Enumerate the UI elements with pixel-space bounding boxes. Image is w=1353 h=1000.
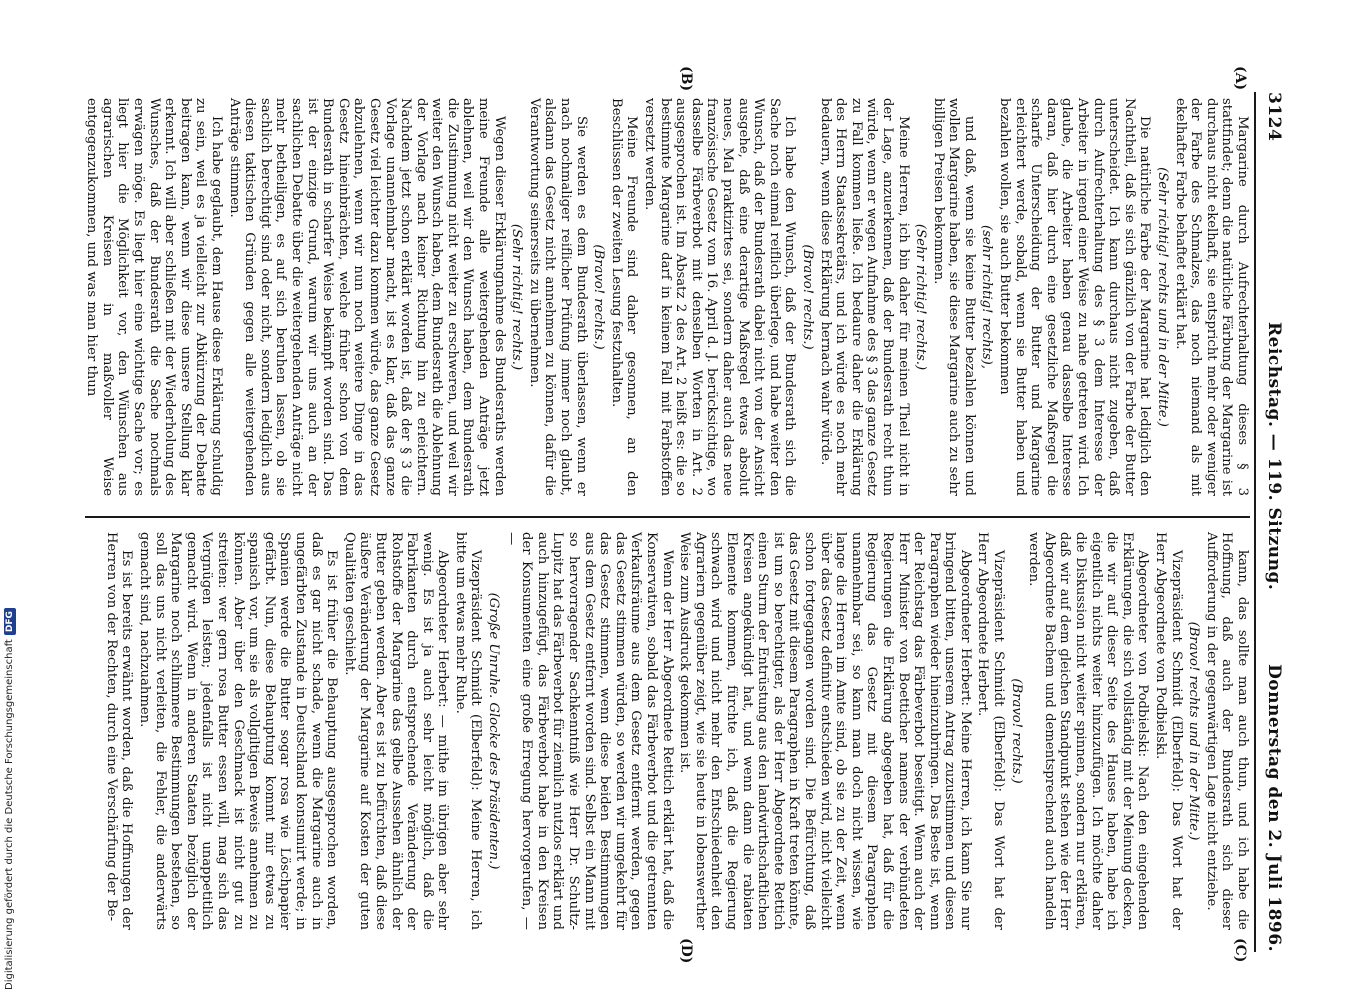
paragraph: Es ist früher die Behauptung ausgesprochen worden, daß es gar nicht schade, wenn die Margarine auch in ungefärbten Zustande in Deutschland konsumirt werde; in Spanien werde die Butter sogar rosa wie Löschpapier gefärbt. Nun, diese Behauptung kommt mir etwas zu spanisch vor, um sie als vollgiltigen Beweis annehmen zu können. Aber über den Geschmack ist nicht gut zu streiten: wer gern rosa Butter essen will, mag sich das Vergnügen leisten; jedenfalls ist nicht unappetitlich gemacht wird. Wenn in anderen Staaten bezüglich der Margarine noch schlimmere Bestimmungen bestehen, so soll das uns nicht verleiten, die Fehler, die anderwärts gemacht sind, nachzuahmen. <box>137 532 340 930</box>
digitization-credit <box>4 0 16 990</box>
interjection: (Bravo! rechts.) <box>1008 678 1024 784</box>
speaker-paragraph: Abgeordneter Herbert: — mithe im übrigen aber sehr wenig. Es ist ja auch sehr leicht möglich, daß die Fabrikanten durch entsprechende Veränderung der Rohstoffe der Margarine das gelbe Aussehen ähnlich der Butter geben werden. Aber es ist zu befürchten, daß diese äußere Veränderung der Margarine auf Kosten der guten Qualitäten geschieht. <box>341 532 451 930</box>
paragraph: Ich habe geglaubt, dem Hause diese Erklärung schuldig zu sein, weil es ja vielleicht zur Abkürzung der Debatte beitragen kann, wenn wir diese unsere Stellung klar erkennt. Ich will aber schließen mit der Wiederholung des Wunsches, daß der Bundesrath die Sache nochmals erwägen möge. Es liegt hier eine wichtige Sache vor; es liegt hier die Möglichkeit vor, den Wünschen aus agrarischen Kreisen in maßvoller Weise entgegenzukommen, und was man hier thun <box>84 98 224 496</box>
paragraph: Wenn der Herr Abgeordnete Rettich erklärt hat, daß die Konservativen, sobald das Färbeverbot und die getrennten Verkaufsräume aus dem Gesetz entfernt werden, gegen das Gesetz stimmen würden, so werden wir umgekehrt für das Gesetz stimmen, wenn diese beiden Bestimmungen aus dem Gesetz entfernt worden sind. Selbst ein Mann mit so hervorragender Sachkenntniß wie Herr Dr. Schultz-Lupitz hat das Färbeverbot für ziemlich nutzlos erklärt und auch hinzugefügt, das Färbeverbot habe in den Kreisen der Konsumenten eine große Erregung hervorgerufen, — — <box>503 532 675 930</box>
session-date: Donnerstag den 2. Juli 1896. <box>1264 664 1284 952</box>
paragraph: Margarine durch Aufrechterhaltung dieses § 3 stattfindet; denn die natürliche Färbung der Margarine ist durchaus nicht ekelhaft, sie entspricht mehr oder weniger der Farbe des Schmalzes, das noch niemand als mit ekelhafter Farbe behaftet erklärt hat. <box>1172 98 1250 496</box>
paragraph: Die natürliche Farbe der Margarine hat lediglich den Nachtheil, daß sie sich gänzlich von der Farbe der Butter unterscheidet. Ich kann durchaus nicht zugeben, daß durch Aufrechterhaltung des § 3 dem Interesse der Arbeiter in irgend einer Weise zu nahe getreten wird. Ich glaube, die Arbeiter haben genau dasselbe Interesse daran, daß hier durch eine gesetzliche Maßregel die scharfe Unterscheidung der Butter und Margarine erleichtert werde, sobald, wenn sie Butter haben und bezahlen wollen, sie auch Butter bekommen <box>997 98 1153 496</box>
dfg-logo-icon: DFG <box>4 608 16 635</box>
margin-letter-a: (A) <box>1232 66 1248 91</box>
paragraph: Meine Herren, ich bin daher für meinen Theil nicht in der Lage, anzuerkennen, daß der Bundesrath recht thun würde, wenn er wegen Aufnahme des § 3 das ganze Gesetz zu Fall kommen ließe. Ich bedaure daher die Erklärung des Herrn Staatssekretärs, und ich würde es noch mehr bedauern, wenn diese Erklärung hernach wahr würde. <box>817 98 911 496</box>
margin-letter-b: (B) <box>678 66 694 92</box>
interjection: (Sehr richtig! rechts.) <box>509 223 525 371</box>
interjection: (Sehr richtig! rechts und in der Mitte.) <box>1155 167 1171 427</box>
credit-text: Digitalisierung gefördert durch die Deutsche Forschungsgemeinschaft <box>4 639 15 990</box>
speaker-paragraph: Abgeordneter von Podbielski: Nach den eingehenden Erklärungen, die sich vollständig mit der Meinung decken, die wir auf dieser Seite des Hauses haben, habe ich eigentlich nichts weiter hinzuzufügen. Ich möchte daher die Diskussion nicht weiter spinnen, sondern nur erklären, daß wir auf dem gleichen Standpunkt stehen wie der Herr Abgeordnete Bachem und dementsprechend auch handeln werden. <box>1026 532 1151 930</box>
speaker-paragraph: Abgeordneter Herbert: Meine Herren, ich kann Sie nur bringend bitten, unserem Antrag zuzustimmen und diesen Paragraphen wieder hineinzubringen. Das Beste ist, wenn der Reichstag das Färbeverbot beseitigt. Wenn auch der Herr Minister von Boetticher namens der verbündeten Regierungen die Erklärung abgegeben hat, daß für die Regierung das Gesetz mit diesem Paragraphen unannehmbar sei, so kann man doch nicht wissen, wie lange die Herren im Amte sind, ob sie zu der Zeit, wenn über das Gesetz definitiv entschieden wird, nicht vielleicht schon fortgegangen worden sind. Die Befürchtung, daß das Gesetz mit diesem Paragraphen in Kraft treten könnte, ist um so berechtigter, als der Herr Abgeordnete Rettich einen Sturm der Entrüstung aus den landwirthschaftlichen Kreisen angekündigt hat, und wenn dann die rabiaten Elemente kommen, fürchte ich, daß die Regierung schwach wird und nicht mehr den Entschiedenheit den Agrariern gegenüber zeigt, wie sie heute in lobenswerther Weise zum Ausdruck gekommen ist. <box>677 532 973 930</box>
paragraph: kann, das sollte man auch thun, und ich habe die Hoffnung, daß auch der Bundesrath sich dieser Aufforderung in der gegenwärtigen Lage nicht entziehe. <box>1203 532 1250 930</box>
paragraph: und daß, wenn sie keine Butter bezahlen können und wollen Margarine haben, sie diese Margarine auch zu sehr billigen Preisen bekommen. <box>930 98 977 496</box>
interjection: (Bravo! rechts und in der Mitte.) <box>1186 621 1202 841</box>
interjection: (Sehr richtig! rechts.) <box>913 223 929 371</box>
left-column <box>82 98 1250 496</box>
header-rule <box>1254 92 1256 952</box>
interjection: (Bravo! rechts.) <box>591 244 607 350</box>
paragraph: Wegen dieser Erklärungnahme des Bundesraths werden meine Freunde alle weitergehenden Anträge jetzt ablehnen, weil wir den Wunsch haben, dem Bundesrath die Zustimmung nicht weiter zu erschweren, und weil wir weiter den Wunsch haben, dem Bundesrath die Ablehnung der Vorlage nach keiner Richtung hin zu erleichtern. Nachdem jetzt schon erklärt worden ist, daß der § 3 die Vorlage unannehmbar macht, ist es klar, daß das ganze Gesetz viel leichter dazu kommen würde, das ganze Gesetz abzulehnen, wenn wir nun noch weitere Dinge in das Gesetz hineinbrächten, welche früher schon von dem Bundesrath in scharfer Weise bekämpft worden sind. Das ist der einzige Grund, warum wir uns auch an der sachlichen Debatte über die weitergehenden Anträge nicht mehr betheiligen, es auf sich beruhen lassen, ob sie sachlich berechtigt sind oder nicht, sondern lediglich aus diesen taktischen Gründen gegen alle weitergehenden Anträge stimmen. <box>226 98 507 496</box>
speaker-paragraph: Vizepräsident Schmidt (Elberfeld): Das Wort hat der Herr Abgeordnete von Podbielski. <box>1153 532 1184 930</box>
right-column <box>101 532 1250 930</box>
speaker-paragraph: Vizepräsident Schmidt (Elberfeld): Das Wort hat der Herr Abgeordnete Herbert. <box>975 532 1007 930</box>
document-sheet <box>80 66 1290 964</box>
paragraph: Es ist bereits erwähnt worden, daß die Hoffnungen der Herren von der Rechten, durch eine Verschärfung der Be- <box>103 532 135 930</box>
running-head: Reichstag. — 119. Sitzung. <box>1264 322 1284 591</box>
interjection: (sehr richtig! rechts), <box>979 225 995 369</box>
paragraph: Sie werden es dem Bundesrath überlassen, wenn er nach nochmaliger reiflicher Prüfung immer noch glaubt, alsdann das Gesetz nicht annehmen zu können, dafür die Verantwortung seinerseits zu übernehmen. <box>526 98 589 496</box>
interjection: (Bravo! rechts.) <box>799 244 815 350</box>
paragraph: Meine Freunde sind daher gesonnen, an den Beschlüssen der zweiten Lesung festzuhalten. <box>608 98 640 496</box>
margin-letter-c: (C) <box>1232 938 1248 963</box>
page-header <box>1256 92 1290 952</box>
interjection: (Große Unruhe. Glocke des Präsidenten.) <box>486 592 502 870</box>
column-divider <box>85 516 1250 518</box>
page-number: 3124 <box>1264 92 1284 142</box>
speaker-paragraph: Vizepräsident Schmidt (Elberfeld): Meine Herren, ich bitte um etwas mehr Ruhe. <box>452 532 484 930</box>
margin-letter-d: (D) <box>678 938 694 964</box>
paragraph: Ich habe den Wunsch, daß der Bundesrath sich die Sache noch einmal reiflich überlege, und habe weiter den Wunsch, daß der Bundesrath dabei nicht von der Ansicht ausgehe, daß eine derartige Maßregel etwas absolut neues, Mal praktizirtes sei, sondern daher auch das neue französische Gesetz vom 16. April d. J. berücksichtige, wo dasselbe Färbeverbot mit denselben Worten in Art. 2 ausgesprochen ist. Im Absatz 2 des Art. 2 heißt es: die so bestimmte Margarine darf in keinem Fall mit Farbstoffen versetzt werden. <box>642 98 798 496</box>
